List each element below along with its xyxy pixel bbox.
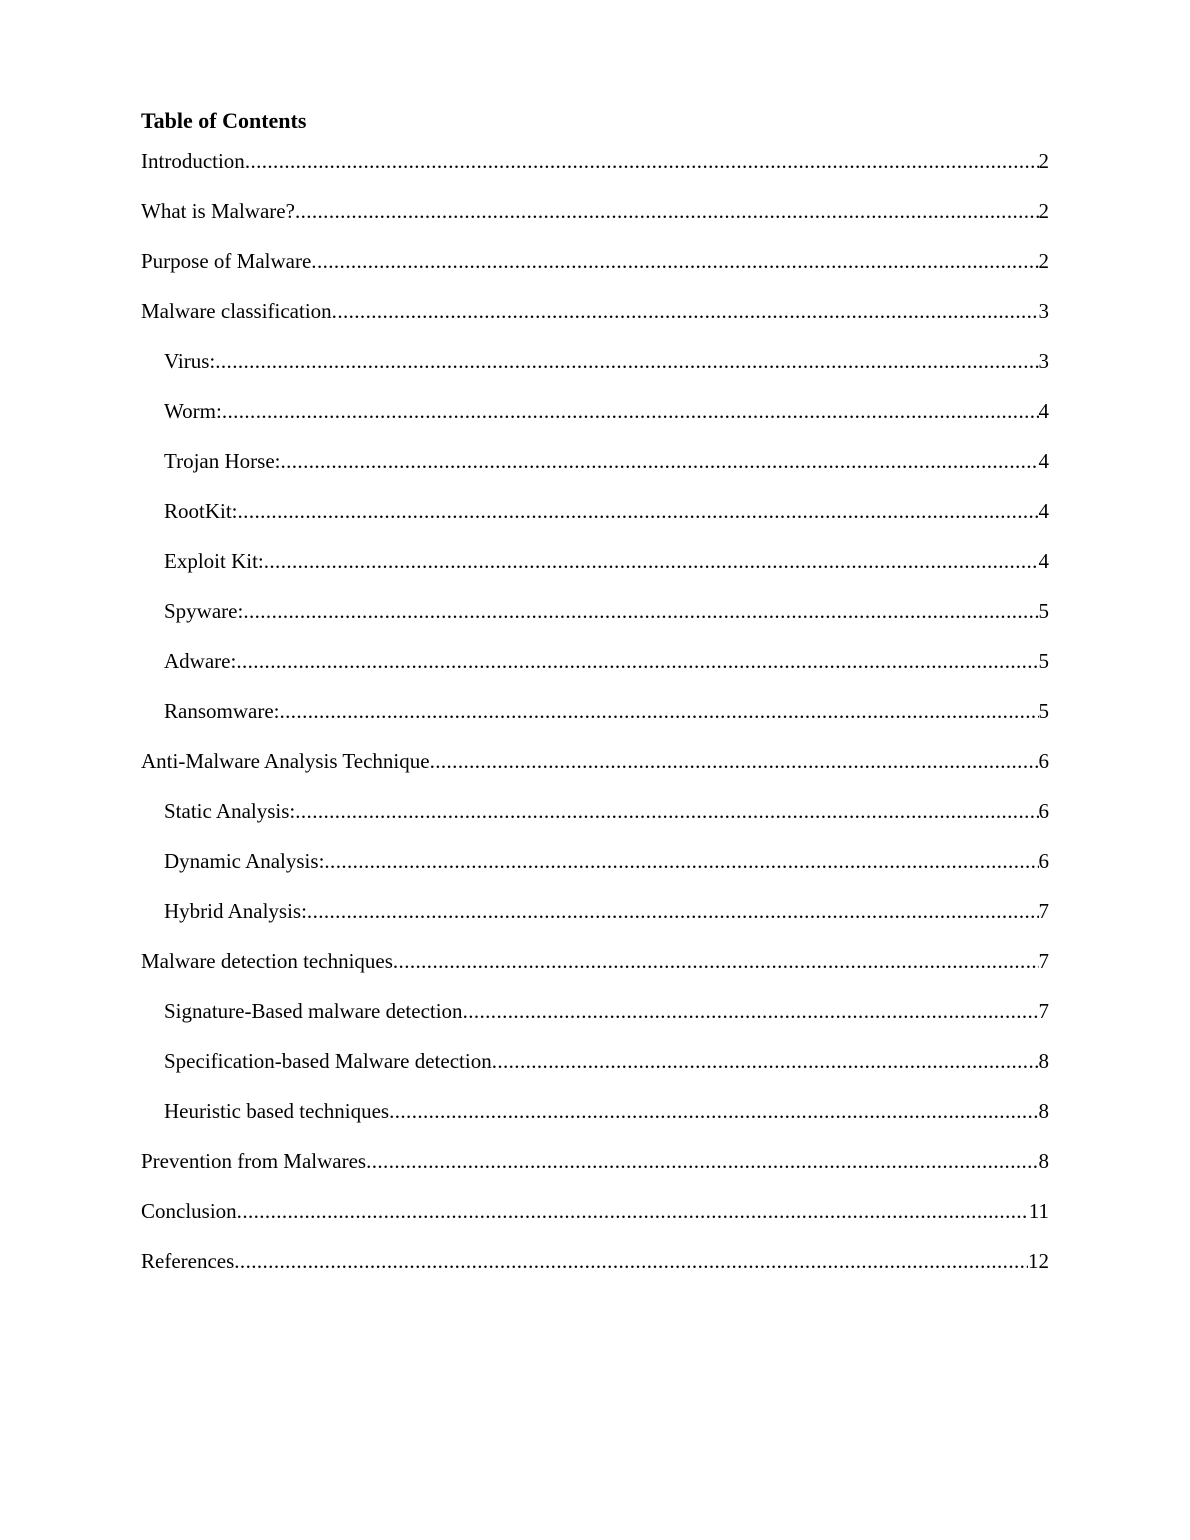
toc-entry-text: Heuristic based techniques (164, 1099, 390, 1123)
toc-entry[interactable] (141, 497, 1049, 547)
toc-entry[interactable] (141, 897, 1049, 947)
toc-list (141, 147, 1049, 1297)
toc-entry[interactable] (141, 197, 1049, 247)
toc-entry[interactable] (141, 447, 1049, 497)
toc-dot-leader (222, 397, 1039, 425)
toc-entry-text: Introduction (141, 149, 245, 173)
toc-entry-text: Specification-based Malware detection (164, 1049, 492, 1073)
toc-entry[interactable] (141, 1247, 1049, 1297)
toc-dot-leader (280, 447, 1038, 475)
toc-entry-page-number: 3 (1038, 299, 1049, 323)
toc-dot-leader (245, 147, 1039, 175)
toc-entry-page-number: 5 (1038, 699, 1049, 723)
toc-entry-text: Malware classification (141, 299, 332, 323)
toc-dot-leader (279, 697, 1038, 725)
toc-entry-text: Dynamic Analysis: (164, 849, 325, 873)
toc-entry-page-number: 4 (1038, 399, 1049, 423)
toc-entry[interactable] (141, 297, 1049, 347)
toc-entry[interactable] (141, 1147, 1049, 1197)
toc-dot-leader (295, 797, 1038, 825)
toc-entry-text: Conclusion (141, 1199, 237, 1223)
toc-entry-page-number: 12 (1028, 1249, 1049, 1273)
toc-entry-page-number: 3 (1038, 349, 1049, 373)
toc-dot-leader (311, 247, 1038, 275)
toc-entry-text: Exploit Kit: (164, 549, 264, 573)
toc-entry-page-number: 8 (1038, 1049, 1049, 1073)
toc-entry[interactable] (141, 147, 1049, 197)
toc-entry[interactable] (141, 347, 1049, 397)
toc-dot-leader (234, 1247, 1028, 1275)
toc-entry[interactable] (141, 997, 1049, 1047)
toc-entry[interactable] (141, 797, 1049, 847)
toc-dot-leader (430, 747, 1039, 775)
toc-entry[interactable] (141, 1097, 1049, 1147)
toc-entry-page-number: 7 (1038, 999, 1049, 1023)
toc-entry-text: Malware detection techniques (141, 949, 393, 973)
toc-entry-page-number: 7 (1038, 949, 1049, 973)
toc-entry[interactable] (141, 1197, 1049, 1247)
toc-entry[interactable] (141, 547, 1049, 597)
toc-entry-text: Anti-Malware Analysis Technique (141, 749, 430, 773)
toc-entry[interactable] (141, 597, 1049, 647)
toc-dot-leader (324, 847, 1038, 875)
toc-entry-text: Trojan Horse: (164, 449, 281, 473)
toc-entry-page-number: 5 (1038, 599, 1049, 623)
toc-entry-text: Purpose of Malware (141, 249, 312, 273)
toc-entry-page-number: 6 (1038, 749, 1049, 773)
toc-dot-leader (243, 597, 1038, 625)
toc-entry[interactable] (141, 1047, 1049, 1097)
toc-entry-text: Adware: (164, 649, 237, 673)
toc-entry-text: Ransomware: (164, 699, 280, 723)
toc-dot-leader (264, 547, 1039, 575)
toc-dot-leader (237, 1197, 1029, 1225)
toc-entry-page-number: 7 (1038, 899, 1049, 923)
toc-entry-text: What is Malware? (141, 199, 295, 223)
toc-entry[interactable] (141, 397, 1049, 447)
toc-entry-page-number: 5 (1038, 649, 1049, 673)
toc-entry-text: RootKit: (164, 499, 238, 523)
toc-entry-page-number: 4 (1038, 499, 1049, 523)
toc-dot-leader (332, 297, 1039, 325)
toc-dot-leader (238, 497, 1039, 525)
toc-entry-text: Static Analysis: (164, 799, 296, 823)
toc-entry-page-number: 4 (1038, 549, 1049, 573)
toc-dot-leader (295, 197, 1039, 225)
toc-entry-text: Hybrid Analysis: (164, 899, 307, 923)
toc-entry-text: Virus: (164, 349, 216, 373)
toc-entry[interactable] (141, 747, 1049, 797)
toc-entry[interactable] (141, 847, 1049, 897)
toc-dot-leader (366, 1147, 1038, 1175)
toc-entry-text: Worm: (164, 399, 222, 423)
toc-entry-page-number: 6 (1038, 849, 1049, 873)
toc-dot-leader (492, 1047, 1039, 1075)
toc-entry[interactable] (141, 947, 1049, 997)
toc-dot-leader (389, 1097, 1038, 1125)
toc-entry-page-number: 2 (1038, 249, 1049, 273)
toc-entry[interactable] (141, 247, 1049, 297)
toc-entry-page-number: 8 (1038, 1099, 1049, 1123)
toc-entry[interactable] (141, 647, 1049, 697)
toc-entry-page-number: 8 (1038, 1149, 1049, 1173)
toc-entry[interactable] (141, 697, 1049, 747)
toc-entry-page-number: 6 (1038, 799, 1049, 823)
toc-dot-leader (307, 897, 1039, 925)
toc-entry-page-number: 4 (1038, 449, 1049, 473)
toc-entry-text: Prevention from Malwares (141, 1149, 367, 1173)
toc-entry-page-number: 11 (1028, 1199, 1049, 1223)
toc-dot-leader (393, 947, 1039, 975)
toc-title: Table of Contents (141, 108, 307, 133)
toc-dot-leader (463, 997, 1039, 1025)
toc-entry-text: Signature-Based malware detection (164, 999, 463, 1023)
toc-dot-leader (236, 647, 1038, 675)
toc-entry-page-number: 2 (1038, 199, 1049, 223)
toc-entry-text: References (141, 1249, 235, 1273)
toc-entry-text: Spyware: (164, 599, 244, 623)
toc-entry-page-number: 2 (1038, 149, 1049, 173)
toc-dot-leader (215, 347, 1038, 375)
